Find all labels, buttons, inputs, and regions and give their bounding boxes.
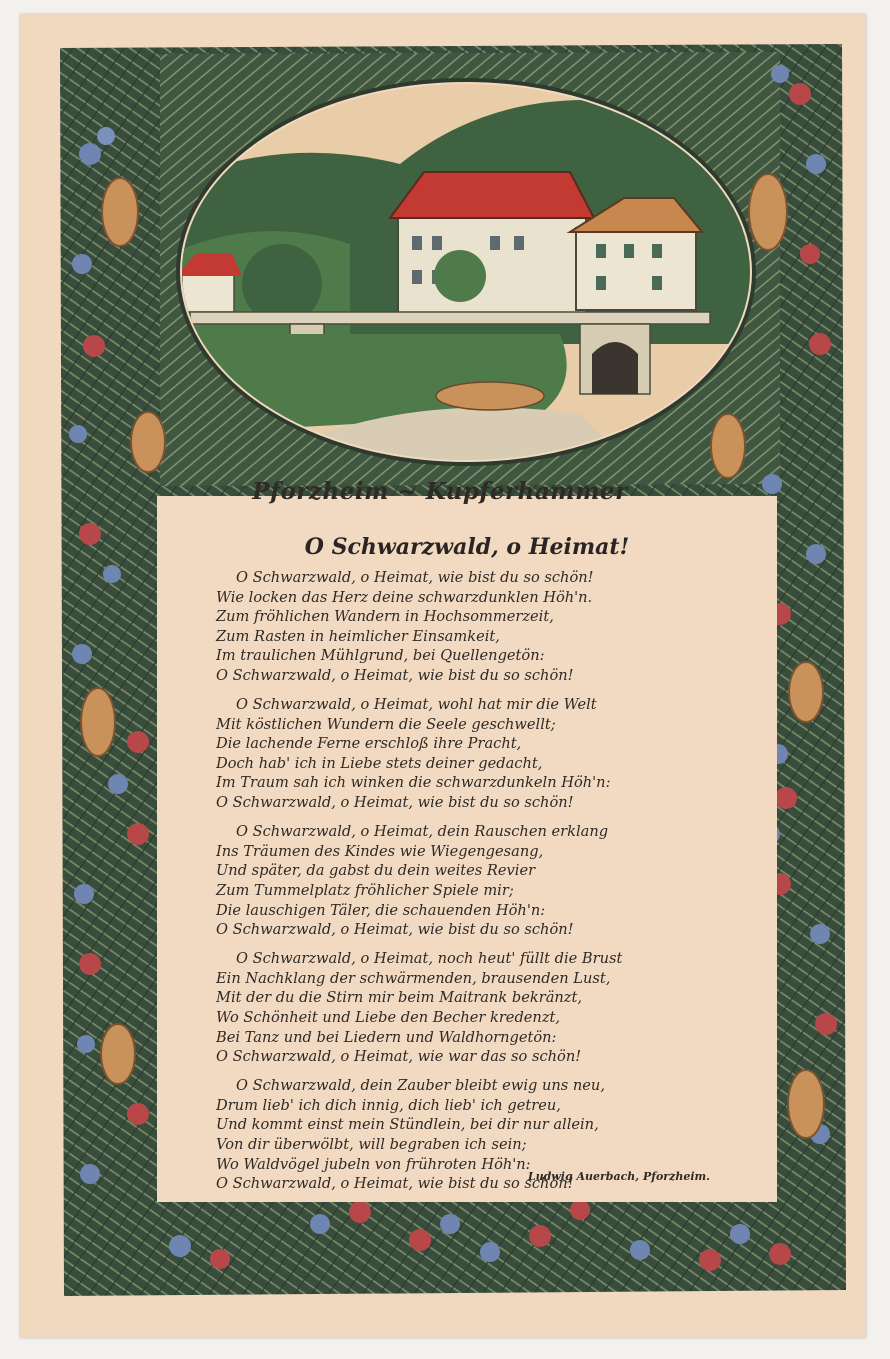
poem-author: Ludwig Auerbach, Pforzheim. xyxy=(527,1170,710,1183)
place-caption: Pforzheim ~ Kupferhammer xyxy=(252,478,628,505)
poem-line: Zum Rasten in heimlicher Einsamkeit, xyxy=(216,627,500,645)
poem-line: Doch hab' ich in Liebe stets deiner gedacht, xyxy=(216,754,543,772)
poem-line: O Schwarzwald, o Heimat, wohl hat mir die Welt xyxy=(236,696,597,714)
poem-line: Im traulichen Mühlgrund, bei Quellengetön: xyxy=(216,647,545,665)
poem-line: Mit köstlichen Wundern die Seele geschwellt; xyxy=(216,715,556,733)
postcard xyxy=(20,14,866,1338)
poem-line: O Schwarzwald, o Heimat, wie bist du so schön! xyxy=(236,569,594,586)
poem-line: Mit der du die Stirn mir beim Maitrank bekränzt, xyxy=(216,989,582,1007)
poem-line: Zum Tummelplatz fröhlicher Spiele mir; xyxy=(216,881,514,899)
poem-stanza xyxy=(216,568,716,686)
poem-line: Von dir überwölbt, will begraben ich sein; xyxy=(216,1136,527,1154)
poem-line: Wie locken das Herz deine schwarzdunklen Höh'n. xyxy=(216,588,593,606)
poem-line: Drum lieb' ich dich innig, dich lieb' ich getreu, xyxy=(216,1096,561,1114)
poem-stanza xyxy=(216,949,716,1067)
poem-stanza xyxy=(216,822,716,940)
poem-line: O Schwarzwald, dein Zauber bleibt ewig uns neu, xyxy=(236,1077,605,1095)
poem-line: Die lauschigen Täler, die schauenden Höh'n: xyxy=(216,901,546,919)
poem-body xyxy=(216,568,716,1203)
poem-line: Zum fröhlichen Wandern in Hochsommerzeit, xyxy=(216,608,554,626)
poem-title: O Schwarzwald, o Heimat! xyxy=(304,534,630,560)
poem-line: O Schwarzwald, o Heimat, dein Rauschen erklang xyxy=(236,823,609,841)
poem-line: Und kommt einst mein Stündlein, bei dir nur allein, xyxy=(216,1116,599,1134)
poem-line: O Schwarzwald, o Heimat, noch heut' füllt die Brust xyxy=(236,950,623,968)
poem-line: Wo Waldvögel jubeln von frühroten Höh'n: xyxy=(216,1155,531,1173)
poem-line: O Schwarzwald, o Heimat, wie war das so schön! xyxy=(216,1048,582,1066)
poem-line: Ins Träumen des Kindes wie Wiegengesang, xyxy=(216,842,544,860)
poem-line: Und später, da gabst du dein weites Revier xyxy=(216,862,536,880)
poem-line: O Schwarzwald, o Heimat, wie bist du so schön! xyxy=(216,921,574,939)
poem-line: Im Traum sah ich winken die schwarzdunkeln Höh'n: xyxy=(216,774,611,792)
poem-line: Die lachende Ferne erschloß ihre Pracht, xyxy=(216,735,522,753)
poem-line: Wo Schönheit und Liebe den Becher kredenzt, xyxy=(216,1008,561,1026)
poem-line: O Schwarzwald, o Heimat, wie bist du so schön! xyxy=(216,666,574,684)
poem-line: O Schwarzwald, o Heimat, wie bist du so schön! xyxy=(216,1175,574,1193)
poem-line: O Schwarzwald, o Heimat, wie bist du so schön! xyxy=(216,794,574,812)
poem-line: Ein Nachklang der schwärmenden, brausenden Lust, xyxy=(216,969,611,987)
poem-stanza xyxy=(216,695,716,813)
poem-line: Bei Tanz und bei Liedern und Waldhorngetön: xyxy=(216,1028,557,1046)
